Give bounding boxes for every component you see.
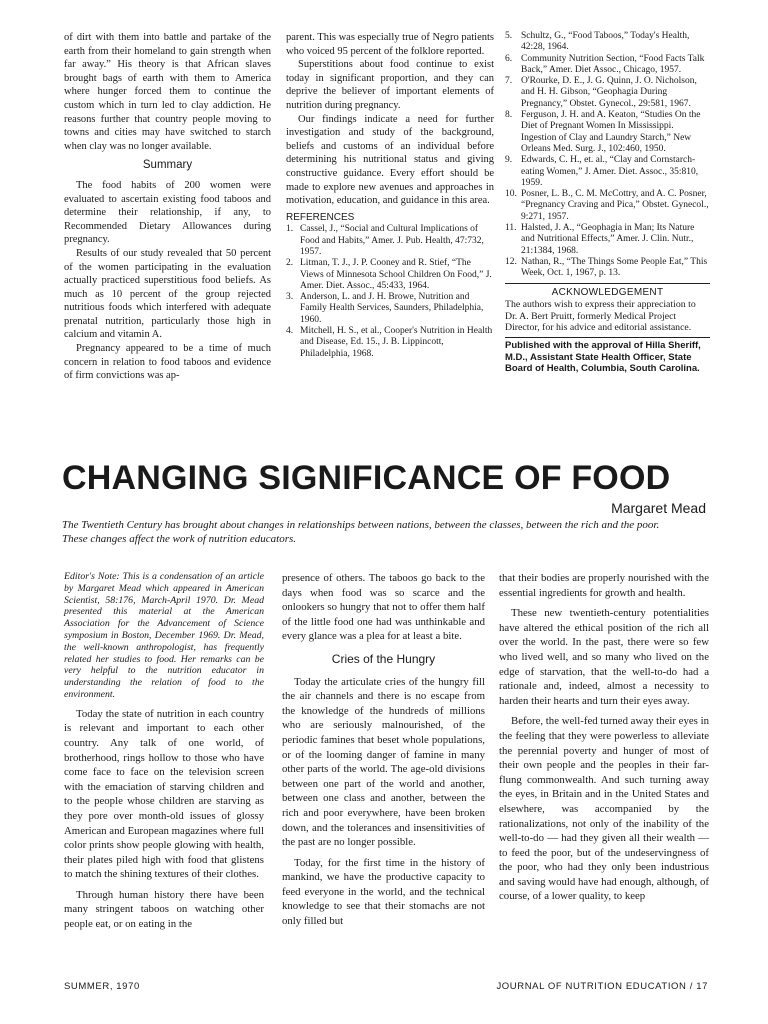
body-paragraph: These new twentieth-century potentialities have altered the ethical position of the rich all over the world. In the past, there were so few who lived well, and so many who lived on the edge of starvation, that the well-to-do had a rationale and, indeed, almost a necessity to harden their hearts and turn their eyes away. bbox=[499, 607, 709, 707]
article-deck: The Twentieth Century has brought about changes in relationships between nations, between the classes, between the rich and the poor. These changes affect the work of nutrition educators. bbox=[62, 519, 660, 545]
reference-item: 7. O'Rourke, D. E., J. G. Quinn, J. O. Nicholson, and H. H. Gibson, “Geophagia During Pregnancy,” Obstet. Gynecol., 29:581, 1967. bbox=[505, 76, 697, 109]
footer-date: SUMMER, 1970 bbox=[64, 981, 140, 992]
reference-item: 3. Anderson, L. and J. H. Browe, Nutrition and Family Health Services, Saunders, Philadelphia, 1960. bbox=[286, 292, 484, 325]
reference-item: 9. Edwards, C. H., et. al., “Clay and Cornstarch-eating Women,” J. Amer. Diet. Assoc., 35:810, 1959. bbox=[505, 155, 699, 188]
article-title: CHANGING SIGNIFICANCE OF FOOD bbox=[62, 459, 671, 497]
body-paragraph: presence of others. The taboos go back to the days when food was so scarce and the onlookers so hungry that not to offer them half of the little food one had was unthinkable and every glance was a plea for at least a bite. bbox=[282, 572, 485, 643]
reference-item: 8. Ferguson, J. H. and A. Keaton, “Studies On the Diet of Pregnant Women In Mississippi. Ingestion of Clay and Laundry Starch,” New Orleans Med. Surg. J., 102:460, 1950. bbox=[505, 110, 701, 154]
body-paragraph: Today the state of nutrition in each country is relevant and important to each other country. Any talk of one world, of brotherhood, rings hollow to those who have come face to face on the television screen with the emaciation of starving children and to the people whose children are starving as they pore over month-old issues of glossy American and European magazines where full color prints show people glowing with health, their plates piled high with food that glistens to match the shining textures of their clothes. bbox=[64, 707, 264, 881]
body-paragraph: Pregnancy appeared to be a time of much concern in relation to food taboos and evidence of firm convictions was ap- bbox=[64, 343, 271, 382]
body-paragraph: of dirt with them into battle and partake of the earth from their homeland to gain strength when far away.” His theory is that African slaves brought bags of earth with them to America where hunger forced them to continue the custom which in turn led to clay addiction. He reasons further that country people moving to towns and cities may have switched to starch when clay was no longer available. bbox=[64, 32, 271, 152]
reference-item: 5. Schultz, G., “Food Taboos,” Today's Health, 42:28, 1964. bbox=[505, 31, 690, 53]
reference-item: 10. Posner, L. B., C. M. McCottry, and A. C. Posner, “Pregnancy Craving and Pica,” Obstet. Gynecol., 9:271, 1957. bbox=[505, 189, 709, 222]
reference-item: 1. Cassel, J., “Social and Cultural Implications of Food and Habits,” Amer. J. Pub. Health, 47:732, 1957. bbox=[286, 224, 484, 257]
body-paragraph: Through human history there have been many stringent taboos on watching other people eat, or on eating in the bbox=[64, 888, 264, 931]
reference-list bbox=[505, 31, 710, 280]
body-paragraph: Our findings indicate a need for further investigation and study of the background, beliefs and customs of an individual before determining his nutritional status and giving constructive guidance. Every effort should be made to explore new avenues and approaches in motivation, education, and guidance in this area. bbox=[286, 113, 494, 207]
article-column-2 bbox=[282, 571, 485, 929]
body-paragraph: that their bodies are properly nourished with the essential ingredients for growth and health. bbox=[499, 572, 709, 599]
reference-item: 6. Community Nutrition Section, “Food Facts Talk Back,” Amer. Diet Assoc., Chicago, 1957. bbox=[505, 53, 705, 75]
summary-heading: Summary bbox=[142, 159, 193, 172]
article-column-3 bbox=[499, 571, 709, 904]
body-paragraph: Today, for the first time in the history of mankind, we have the productive capacity to feed everyone in the world, and the technical knowledge to see that their stomachs are not only filled but bbox=[282, 856, 485, 928]
references-heading: REFERENCES bbox=[286, 211, 355, 223]
acknowledgement-heading: ACKNOWLEDGEMENT bbox=[551, 286, 664, 298]
footer-journal-page: JOURNAL OF NUTRITION EDUCATION / 17 bbox=[496, 981, 708, 992]
reference-item: 12. Nathan, R., “The Things Some People Eat,” This Week, Oct. 1, 1967, p. 13. bbox=[505, 256, 708, 279]
reference-item: 4. Mitchell, H. S., et al., Cooper's Nutrition in Health and Disease, Ed. 15., J. B. Lippincott, Philadelphia, 1968. bbox=[286, 325, 493, 359]
prev-article-column-1 bbox=[64, 31, 271, 383]
acknowledgement-text: The authors wish to express their appreciation to Dr. A. Bert Pruitt, formerly Medical Project Director, for his advice and editorial assistance. bbox=[505, 299, 696, 334]
prev-article-column-2 bbox=[286, 31, 494, 360]
divider bbox=[505, 337, 710, 338]
reference-item: 2. Litman, T. J., J. P. Cooney and R. Stief, “The Views of Minnesota School Children On Food,” J. Amer. Diet. Assoc., 45:433, 1964. bbox=[286, 258, 492, 291]
divider bbox=[505, 283, 710, 284]
article-column-1 bbox=[64, 571, 264, 932]
publication-note: Published with the approval of Hilla Sheriff, M.D., Assistant State Health Officer, State Board of Health, Columbia, South Carolina. bbox=[505, 339, 701, 375]
body-paragraph: Superstitions about food continue to exist today in significant proportion, and they can deprive the believer of important elements of nutrition during pregnancy. bbox=[286, 59, 494, 111]
reference-item: 11. Halsted, J. A., “Geophagia in Man; Its Nature and Nutritional Effects,” Amer. J. Clin. Nutr., 21:1384, 1968. bbox=[505, 223, 695, 256]
body-paragraph: Before, the well-fed turned away their eyes in the feeling that they were powerless to alleviate the perennial poverty and hunger of most of their own people and the peoples in their far-flung commonwealth. And such turning away the eyes, in Britain and in the United States and elsewhere, was accompanied by the rationalizations, not only of the inability of the well-to-do — had they given all their wealth — to feed the poor, but of the undeservingness of the poor, who had they only been industrious and saving would have had enough, although, of course, of a lower quality, to keep bbox=[499, 715, 709, 903]
author-byline: Margaret Mead bbox=[611, 500, 706, 516]
body-paragraph: The food habits of 200 women were evaluated to ascertain existing food taboos and determine their relationship, if any, to Recommended Dietary Allowances during pregnancy. bbox=[64, 179, 271, 246]
editors-note: Editor's Note: This is a condensation of an article by Margaret Mead which appeared in American Scientist, 58:176, March-April 1970. Dr. Mead presented this material at the American Association for the Advancement of Science symposium in Boston, December 1969. Dr. Mead, the well-known anthropologist, has frequently related her studies to food. Her remarks can be very helpful to the nutrition educator in understanding the relation of food to the environment. bbox=[64, 571, 264, 700]
reference-list bbox=[286, 224, 494, 360]
body-paragraph: Today the articulate cries of the hungry fill the air channels and there is no escape from the knowledge of the hundreds of millions who are seriously malnourished, of the periodic famines that beset whole populations, or of the looming danger of famine in many other parts of the world. The age-old divisions between one part of the world and another, between one class and another, between the rich and poor everywhere, have been broken down, and the tolerances and insensitivities of the past are no longer possible. bbox=[282, 675, 485, 849]
body-paragraph: Results of our study revealed that 50 percent of the women participating in the evaluation actually practiced superstitious food beliefs. As much as 10 percent of the group rejected nutritious foods which interfered with adequate prenatal nutrition, particularly those high in calcium and vitamin A. bbox=[64, 247, 271, 341]
prev-article-column-3 bbox=[505, 31, 710, 375]
section-heading: Cries of the Hungry bbox=[331, 651, 436, 666]
body-paragraph: parent. This was especially true of Negro patients who voiced 95 percent of the folklore reported. bbox=[286, 32, 494, 57]
